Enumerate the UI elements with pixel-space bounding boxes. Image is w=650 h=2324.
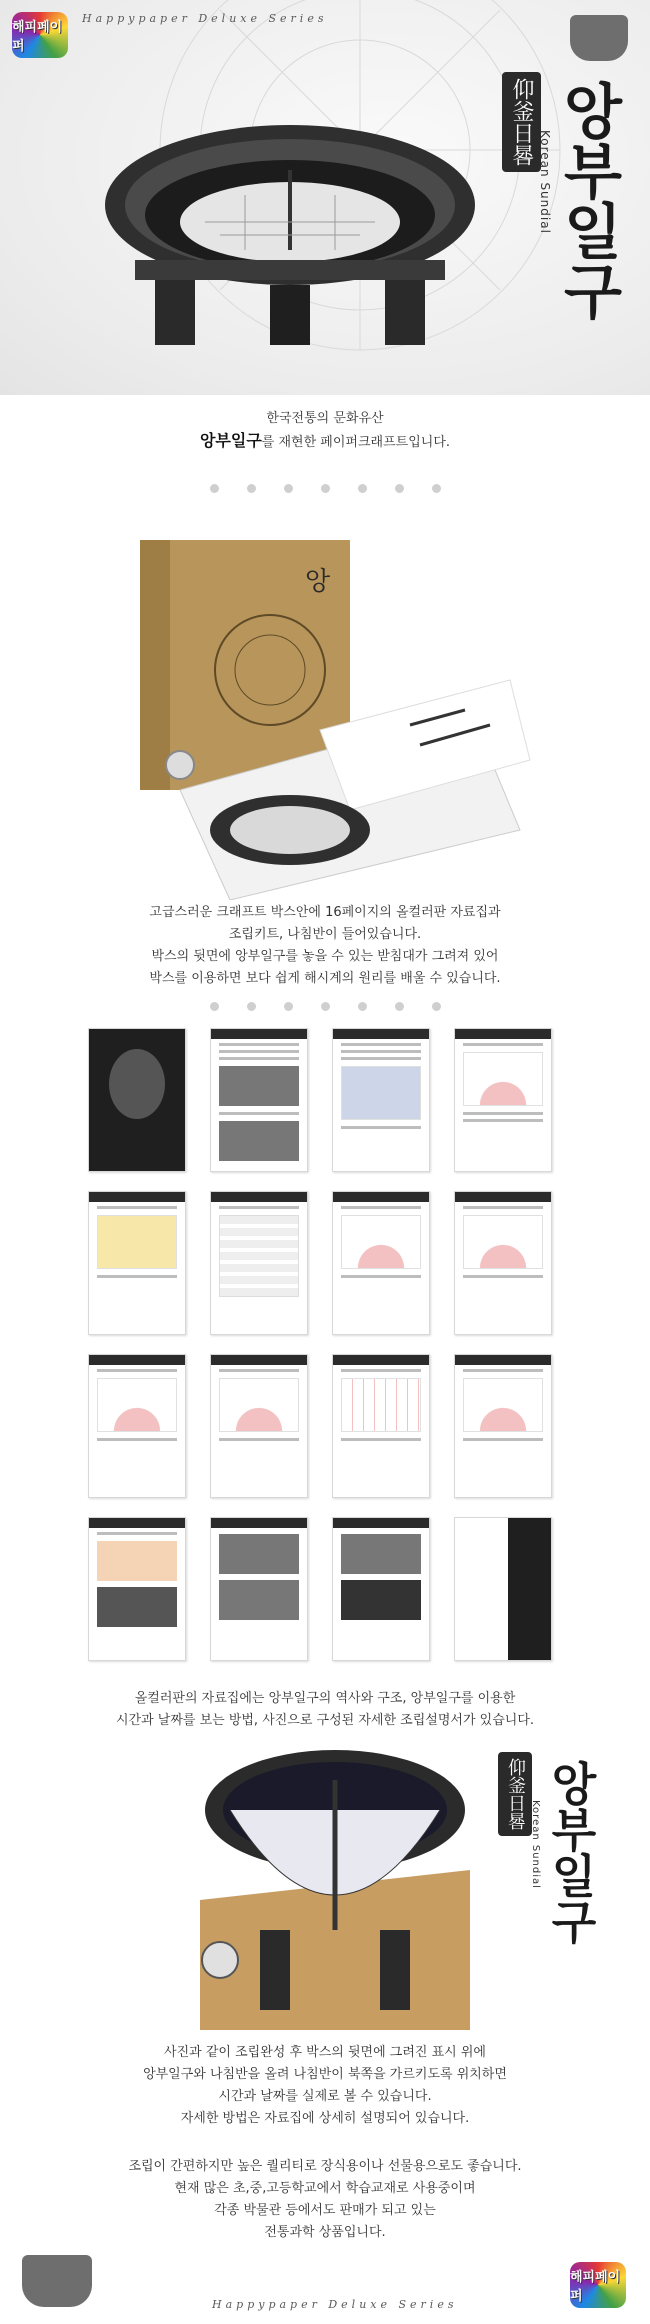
booklet-page [88,1354,186,1498]
booklet-page [88,1517,186,1661]
title-hanja-small: 仰釜日晷 [498,1752,532,1836]
assembled-sundial-photo [190,1730,480,2040]
closing-caption [0,2156,650,2244]
intro-caption [0,408,650,454]
booklet-back-page [454,1517,552,1661]
booklet-page [210,1354,308,1498]
divider-dots [0,1002,650,1011]
footer-brand-logo[interactable] [570,2262,626,2308]
usage-line-1: 사진과 같이 조립완성 후 박스의 뒷면에 그려진 표시 위에 [164,2045,486,2060]
closing-line-2: 현재 많은 초,중,고등학교에서 학습교재로 사용중이며 [174,2181,476,2196]
title-hangul-small: 앙부일구 [544,1760,598,1944]
usage-line-3: 시간과 날짜를 실제로 볼 수 있습니다. [218,2089,432,2104]
intro-line-1: 한국전통의 문화유산 [266,411,384,426]
intro-line-2-rest: 를 재현한 페이퍼크래프트입니다. [261,435,451,450]
booklet-page [332,1191,430,1335]
brand-logo-text: 해피페이퍼 [12,20,63,54]
booklet-page [332,1517,430,1661]
sundial-silhouette-icon [570,15,628,61]
booklet-page [454,1191,552,1335]
box-line-2: 조립키트, 나침반이 들어있습니다. [228,927,422,942]
booklet-page [210,1517,308,1661]
closing-line-3: 각종 박물관 등에서도 판매가 되고 있는 [214,2203,436,2218]
closing-line-1: 조립이 간편하지만 높은 퀄리티로 장식용이나 선물용으로도 좋습니다. [128,2159,522,2174]
title-hangul: 앙부일구 [553,80,623,320]
booklet-cover-page [88,1028,186,1172]
booklet-page [88,1191,186,1335]
usage-line-4: 자세한 방법은 자료집에 상세히 설명되어 있습니다. [180,2111,470,2126]
booklet-page [454,1028,552,1172]
svg-text:앙: 앙 [305,567,331,597]
divider-dots [0,484,650,493]
booklet-page [210,1028,308,1172]
brand-logo[interactable] [12,12,68,58]
booklet-line-1: 올컬러판의 자료집에는 앙부일구의 역사와 구조, 앙부일구를 이용한 [134,1691,516,1706]
box-line-1: 고급스러운 크래프트 박스안에 16페이지의 올컬러판 자료집과 [149,905,501,920]
box-caption [0,902,650,990]
title-english: Korean Sundial [538,130,552,234]
box-line-3: 박스의 뒷면에 앙부일구를 놓을 수 있는 받침대가 그려져 있어 [151,949,499,964]
footer-sundial-silhouette-icon [22,2255,92,2307]
booklet-page [454,1354,552,1498]
footer-series-label: Happypaper Deluxe Series [212,2298,458,2311]
usage-line-2: 앙부일구와 나침반을 올려 나침반이 북쪽을 가르키도록 위치하면 [143,2067,507,2082]
booklet-page [332,1354,430,1498]
box-line-4: 박스를 이용하면 보다 쉽게 해시계의 원리를 배울 수 있습니다. [149,971,501,986]
title-hanja: 仰釜日晷 [502,72,541,172]
booklet-page [210,1191,308,1335]
footer-brand-logo-text: 해피페이퍼 [570,2270,621,2304]
series-label: Happypaper Deluxe Series [82,12,328,25]
title-english-small: Korean Sundial [530,1800,541,1889]
booklet-line-2: 시간과 날짜를 보는 방법, 사진으로 구성된 자세한 조립설명서가 있습니다. [115,1713,535,1728]
sundial-illustration [95,110,485,370]
usage-caption [0,2042,650,2130]
product-box-photo [120,530,540,900]
booklet-page [332,1028,430,1172]
closing-line-4: 전통과학 상품입니다. [264,2225,386,2240]
intro-line-2 [0,430,650,454]
booklet-caption [0,1688,650,1732]
intro-highlight: 앙부일구 [199,431,262,450]
